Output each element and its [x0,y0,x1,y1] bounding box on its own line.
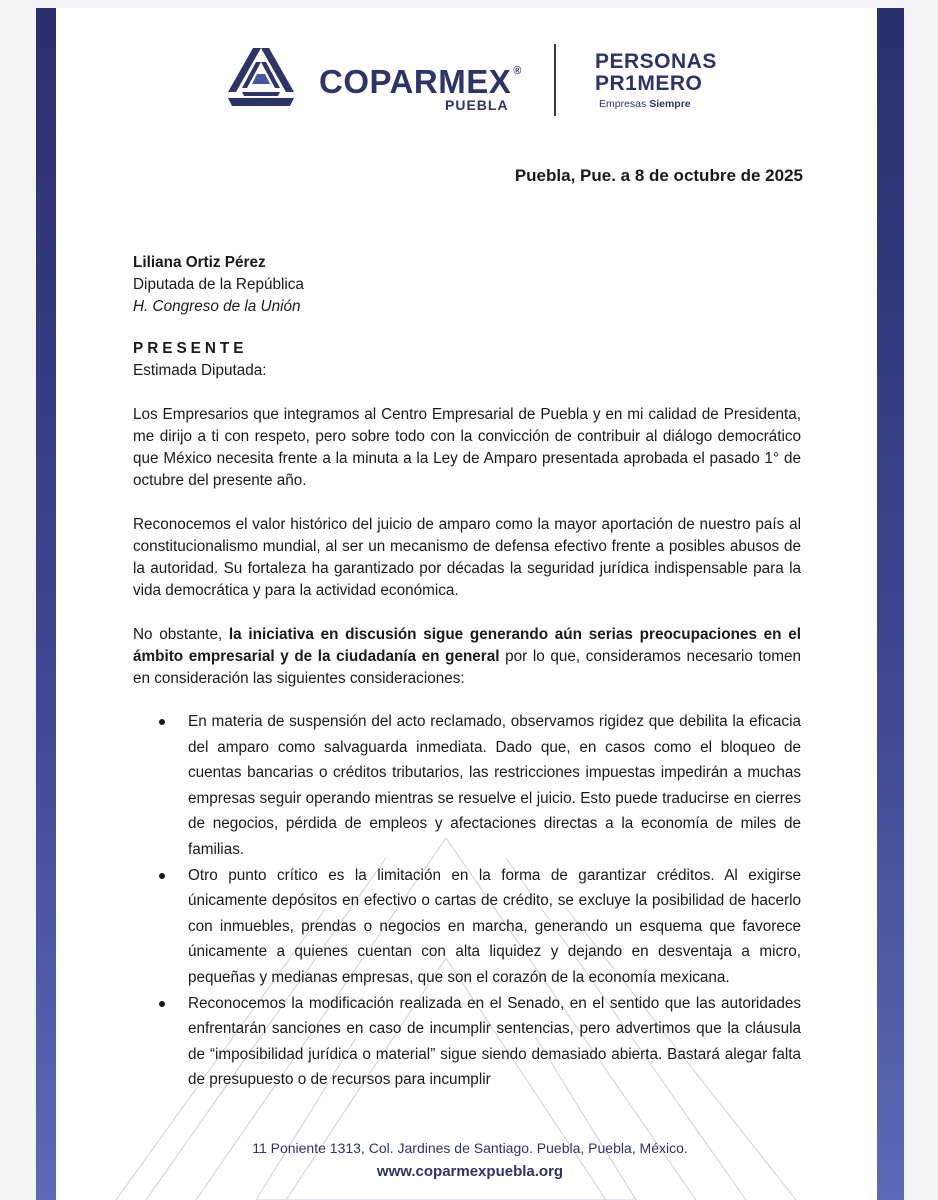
list-item: Reconocemos la modificación realizada en el Senado, en el sentido que las autoridades enfrentarán sanciones en caso de incumplir sentencias, pero advertimos que la cláusula de “imposibilidad jurídica o material” sigue siendo demasiado abierta. Bastará alegar falta de presupuesto o de recursos para incumplir [133,991,801,1093]
paragraph-recognition: Reconocemos el valor histórico del juicio de amparo como la mayor aportación de nuestro país al constitucionalismo mundial, al ser un mecanismo de defensa efectivo frente a posibles abusos de la autoridad. Su fortaleza ha garantizado por décadas la seguridad jurídica indispensable para la vida democrática y para la actividad económica. [133,516,801,599]
brand-city: PUEBLA [445,97,509,113]
presente-heading: PRESENTE [133,340,248,357]
brand-name: COPARMEX ® [319,63,522,100]
letter-date: Puebla, Pue. a 8 de octubre de 2025 [514,166,803,185]
right-decorative-band [877,8,904,1200]
salutation: Estimada Diputada: [133,362,267,379]
footer-address: 11 Poniente 1313, Col. Jardines de Santiago. Puebla, Puebla, México. [252,1140,688,1156]
header-divider [554,44,556,116]
concerns-list [133,709,801,1093]
list-item: En materia de suspensión del acto reclamado, observamos rigidez que debilita la eficacia del amparo como salvaguarda inmediata. Dado que, en casos como el bloqueo de cuentas bancarias o créditos tributarios, las restricciones impuestas impedirán a muchas empresas seguir operando mientras se resuelve el juicio. Esto puede traducirse en cierres de negocios, pérdida de empleos y afectaciones directas a la economía de miles de familias. [133,709,801,863]
paragraph-concerns: No obstante, la iniciativa en discusión sigue generando aún serias preocupaciones en el ámbito empresarial y de la ciudadanía en general por lo que, consideramos necesario tomen en consideración las siguientes consideraciones: [133,626,801,687]
recipient-name: Liliana Ortiz Pérez [133,254,266,271]
footer-website-link[interactable]: www.coparmexpuebla.org [376,1163,564,1180]
bullet-dot-icon [159,719,165,725]
slogan-line-3: Empresas Siempre [599,98,691,110]
recipient-organization: H. Congreso de la Unión [133,298,301,315]
recipient-title: Diputada de la República [133,276,304,293]
paragraph-intro: Los Empresarios que integramos al Centro Empresarial de Puebla y en mi calidad de Presidenta, me dirijo a ti con respeto, pero sobre todo con la convicción de contribuir al diálogo democrático que México necesita frente a la minuta a la Ley de Amparo presentada aprobada el pasado 1° de octubre del presente año. [133,406,801,489]
list-item: Otro punto crítico es la limitación en la forma de garantizar créditos. Al exigirse únicamente depósitos en efectivo o cartas de crédito, se excluye la posibilidad de hacerlo con inmuebles, prendas o negocios en marcha, generando un esquema que favorece únicamente a quienes cuentan con alta liquidez y dejando en desventaja a micro, pequeñas y medianas empresas, que son el corazón de la economía mexicana. [133,863,801,991]
slogan-line-1: PERSONAS [595,50,717,73]
letter-body [133,252,801,1093]
bullet-dot-icon [159,873,165,879]
letter-page [36,8,904,1200]
bullet-dot-icon [159,1001,165,1007]
left-decorative-band [36,8,56,1200]
coparmex-logo-icon [228,48,294,110]
slogan-line-2: PR1MERO [595,72,703,95]
